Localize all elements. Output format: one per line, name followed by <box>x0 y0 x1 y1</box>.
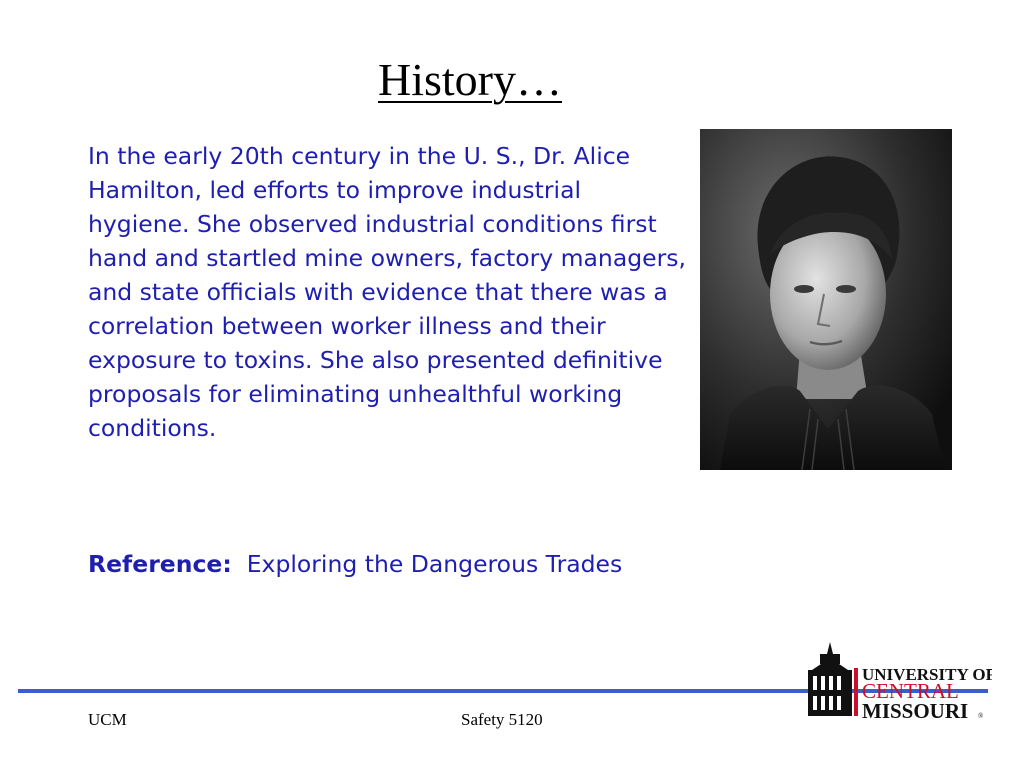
reference-line <box>88 547 688 581</box>
footer-left-text: UCM <box>88 710 127 729</box>
logo-line1: UNIVERSITY OF <box>862 665 992 684</box>
svg-text:®: ® <box>978 712 984 720</box>
slide-title-text: History… <box>378 54 562 105</box>
university-logo <box>802 640 992 722</box>
reference-label: Reference: <box>88 550 232 578</box>
logo-line3: MISSOURI <box>862 699 969 722</box>
body-paragraph: In the early 20th century in the U. S., Dr. Alice Hamilton, led efforts to improve industrial hygiene. She observed industrial conditions first hand and startled mine owners, factory managers, and state officials with evidence that there was a correlation between worker illness and their exposure to toxins. She also presented definitive proposals for eliminating unhealthful working conditions. <box>88 142 686 442</box>
footer-course-text: Safety 5120 <box>461 710 543 729</box>
logo-line2: CENTRAL <box>862 679 959 703</box>
portrait-photo <box>700 129 952 470</box>
slide-title <box>0 52 940 108</box>
reference-text: Exploring the Dangerous Trades <box>246 550 623 578</box>
